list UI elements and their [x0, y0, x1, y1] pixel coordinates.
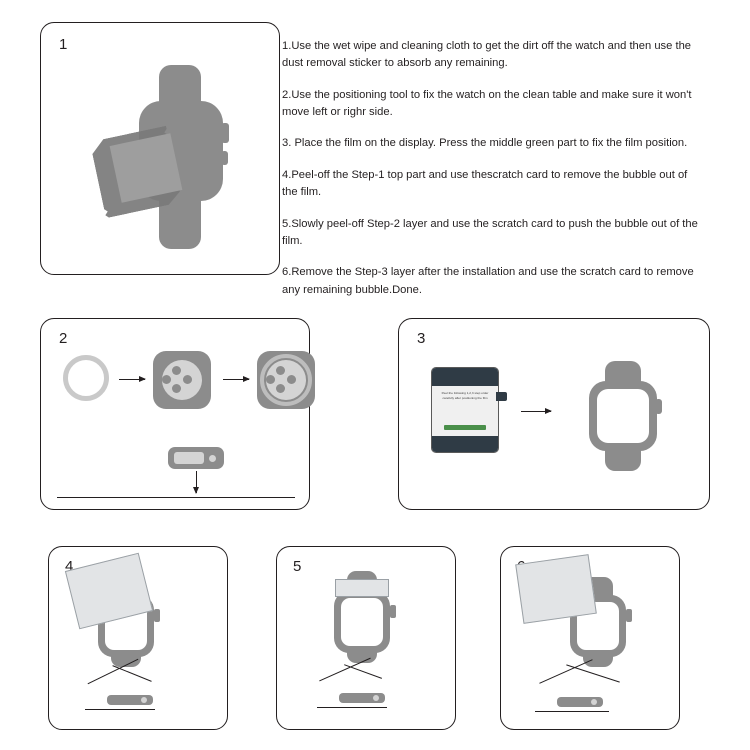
tool-dot-icon — [172, 366, 181, 375]
positioning-ring-overlay-icon — [260, 354, 312, 406]
scratch-card-edge-line — [319, 658, 371, 682]
scratch-card-icon — [339, 693, 385, 703]
film-green-strip — [444, 425, 486, 430]
step-number-4: 4 — [65, 558, 74, 575]
table-surface-line — [317, 707, 387, 708]
film-pull-tab-icon — [496, 392, 507, 401]
scratch-card-icon — [557, 697, 603, 707]
panel-step-5 — [276, 546, 456, 730]
table-surface-line — [85, 709, 155, 710]
scratch-card-edge-line — [344, 664, 382, 679]
instruction-item-1: 1.Use the wet wipe and cleaning cloth to get the dirt off the watch and then use the dust removal sticker to absorb any remaining. — [282, 40, 692, 70]
screen-protector-film — [431, 367, 499, 453]
scratch-card-edge-line — [112, 665, 151, 682]
watch-body-icon — [589, 381, 657, 451]
step-number-5: 5 — [293, 558, 302, 575]
watch-side-button-icon — [221, 151, 228, 165]
panel-step-4 — [48, 546, 228, 730]
panel-step-2 — [40, 318, 310, 510]
watch-crown-icon — [390, 605, 396, 618]
positioning-tool-icon — [153, 351, 211, 409]
peel-layer-step-2 — [335, 579, 389, 597]
panel-step-6 — [500, 546, 680, 730]
watch-crown-icon — [221, 123, 229, 143]
card-dot-icon — [373, 695, 379, 701]
tool-dot-icon — [172, 384, 181, 393]
watch-screen-icon — [174, 452, 204, 464]
instruction-item-5: 5.Slowly peel-off Step-2 layer and use the scratch card to push the bubble out of the film. — [282, 217, 698, 247]
tool-dot-icon — [162, 375, 171, 384]
positioning-tool-with-ring-icon — [257, 351, 315, 409]
scratch-card-edge-line — [566, 664, 620, 682]
instruction-item-2: 2.Use the positioning tool to fix the watch on the clean table and make sure it won't move left or righr side. — [282, 88, 692, 119]
watch-side-view-icon — [168, 447, 224, 469]
instruction-item-4: 4.Peel-off the Step-1 top part and use thescratch card to remove the bubble out of the film. — [282, 168, 688, 199]
step-number-1: 1 — [59, 36, 68, 53]
card-dot-icon — [141, 697, 147, 703]
arrow-right-icon — [521, 411, 551, 412]
peel-layer-step-3 — [515, 554, 597, 624]
step-number-3: 3 — [417, 330, 426, 347]
watch-body-icon — [334, 591, 390, 653]
film-bottom-tab-icon — [432, 436, 498, 452]
instruction-item-3: 3. Place the film on the display. Press the middle green part to fix the film position. — [282, 137, 688, 150]
instruction-item-6: 6.Remove the Step-3 layer after the installation and use the scratch card to remove any remaining bubble.Done. — [282, 266, 694, 296]
arrow-down-icon — [196, 471, 197, 493]
scratch-card-icon — [107, 695, 153, 705]
tool-dot-icon — [183, 375, 192, 384]
panel-step-3 — [398, 318, 710, 510]
watch-screen-icon — [597, 389, 649, 443]
watch-crown-icon — [154, 609, 160, 622]
table-surface-line — [57, 497, 295, 498]
instruction-list — [282, 38, 702, 313]
table-surface-line — [535, 711, 609, 712]
step-number-2: 2 — [59, 330, 68, 347]
watch-crown-icon — [655, 399, 662, 414]
card-dot-icon — [591, 699, 597, 705]
positioning-ring-icon — [63, 355, 109, 401]
watch-screen-icon — [341, 598, 383, 646]
film-top-tab-icon — [432, 368, 498, 386]
arrow-right-icon — [223, 379, 249, 380]
panel-step-1 — [40, 22, 280, 275]
watch-sensor-icon — [209, 455, 216, 462]
watch-crown-icon — [626, 609, 632, 622]
film-instruction-text: Peel the following 1,2,3 step order carefully after positioning the film — [441, 391, 489, 400]
arrow-right-icon — [119, 379, 145, 380]
